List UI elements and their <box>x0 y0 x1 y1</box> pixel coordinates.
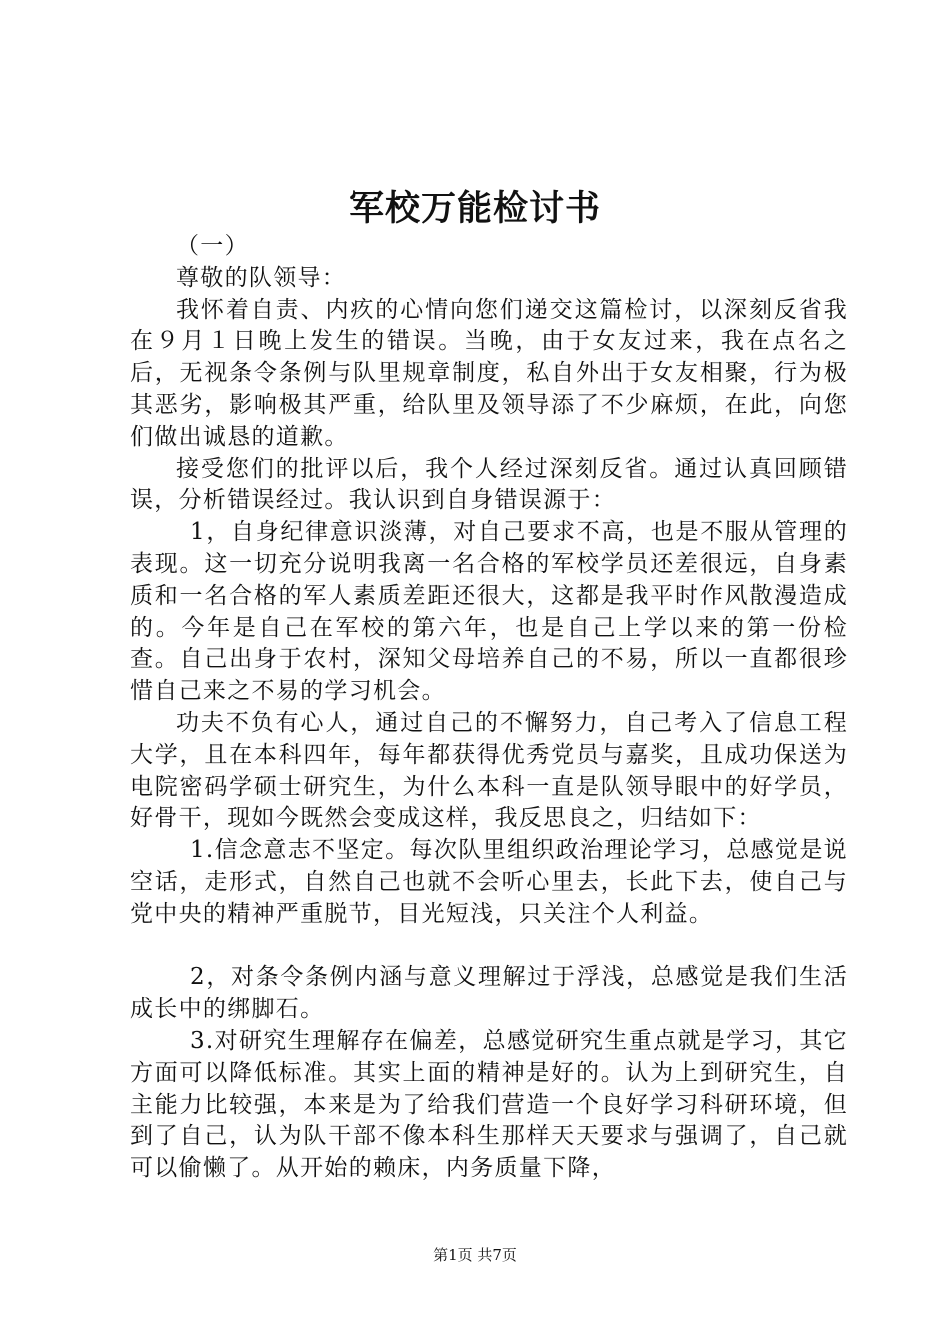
document-body <box>130 231 848 1185</box>
document-title: 军校万能检讨书 <box>348 188 601 229</box>
body-paragraph: 3.对研究生理解存在偏差，总感觉研究生重点就是学习，其它方面可以降低标准。其实上面的精神是好的。认为上到研究生，自主能力比较强，本来是为了给我们营造一个良好学习科研环境，但到了自己，认为队干部不像本科生那样天天要求与强调了，自己就可以偷懒了。从开始的赖床，内务质量下降， <box>130 1027 848 1182</box>
blank-line <box>130 931 848 963</box>
body-paragraph: 1.信念意志不坚定。每次队里组织政治理论学习，总感觉是说空话，走形式，自然自己也就不会听心里去，长此下去，使自己与党中央的精神严重脱节，目光短浅，只关注个人利益。 <box>130 837 848 927</box>
page-number-footer: 第1页 共7页 <box>433 1246 517 1264</box>
section-marker: （一） <box>176 233 249 259</box>
body-paragraph: 2，对条令条例内涵与意义理解过于浮浅，总感觉是我们生活成长中的绑脚石。 <box>130 964 848 1023</box>
body-paragraph: 我怀着自责、内疚的心情向您们递交这篇检讨，以深刻反省我在９月１日晚上发生的错误。当晚，由于女友过来，我在点名之后，无视条令条例与队里规章制度，私自外出于女友相聚，行为极其恶劣，影响极其严重，给队里及领导添了不少麻烦，在此，向您们做出诚恳的道歉。 <box>130 296 848 450</box>
body-paragraph: 功夫不负有心人，通过自己的不懈努力，自己考入了信息工程大学，且在本科四年，每年都获得优秀党员与嘉奖，且成功保送为电院密码学硕士研究生，为什么本科一直是队领导眼中的好学员，好骨干，现如今既然会变成这样，我反思良之，归结如下： <box>130 709 848 832</box>
salutation: 尊敬的队领导： <box>176 264 347 291</box>
body-paragraph: 接受您们的批评以后，我个人经过深刻反省。通过认真回顾错误，分析错误经过。我认识到自身错误源于： <box>130 455 848 514</box>
body-paragraph: 1，自身纪律意识淡薄，对自己要求不高，也是不服从管理的表现。这一切充分说明我离一名合格的军校学员还差很远，自身素质和一名合格的军人素质差距还很大，这都是我平时作风散漫造成的。今年是自己在军校的第六年，也是自己上学以来的第一份检查。自己出身于农村，深知父母培养自己的不易，所以一直都很珍惜自己来之不易的学习机会。 <box>130 519 848 705</box>
